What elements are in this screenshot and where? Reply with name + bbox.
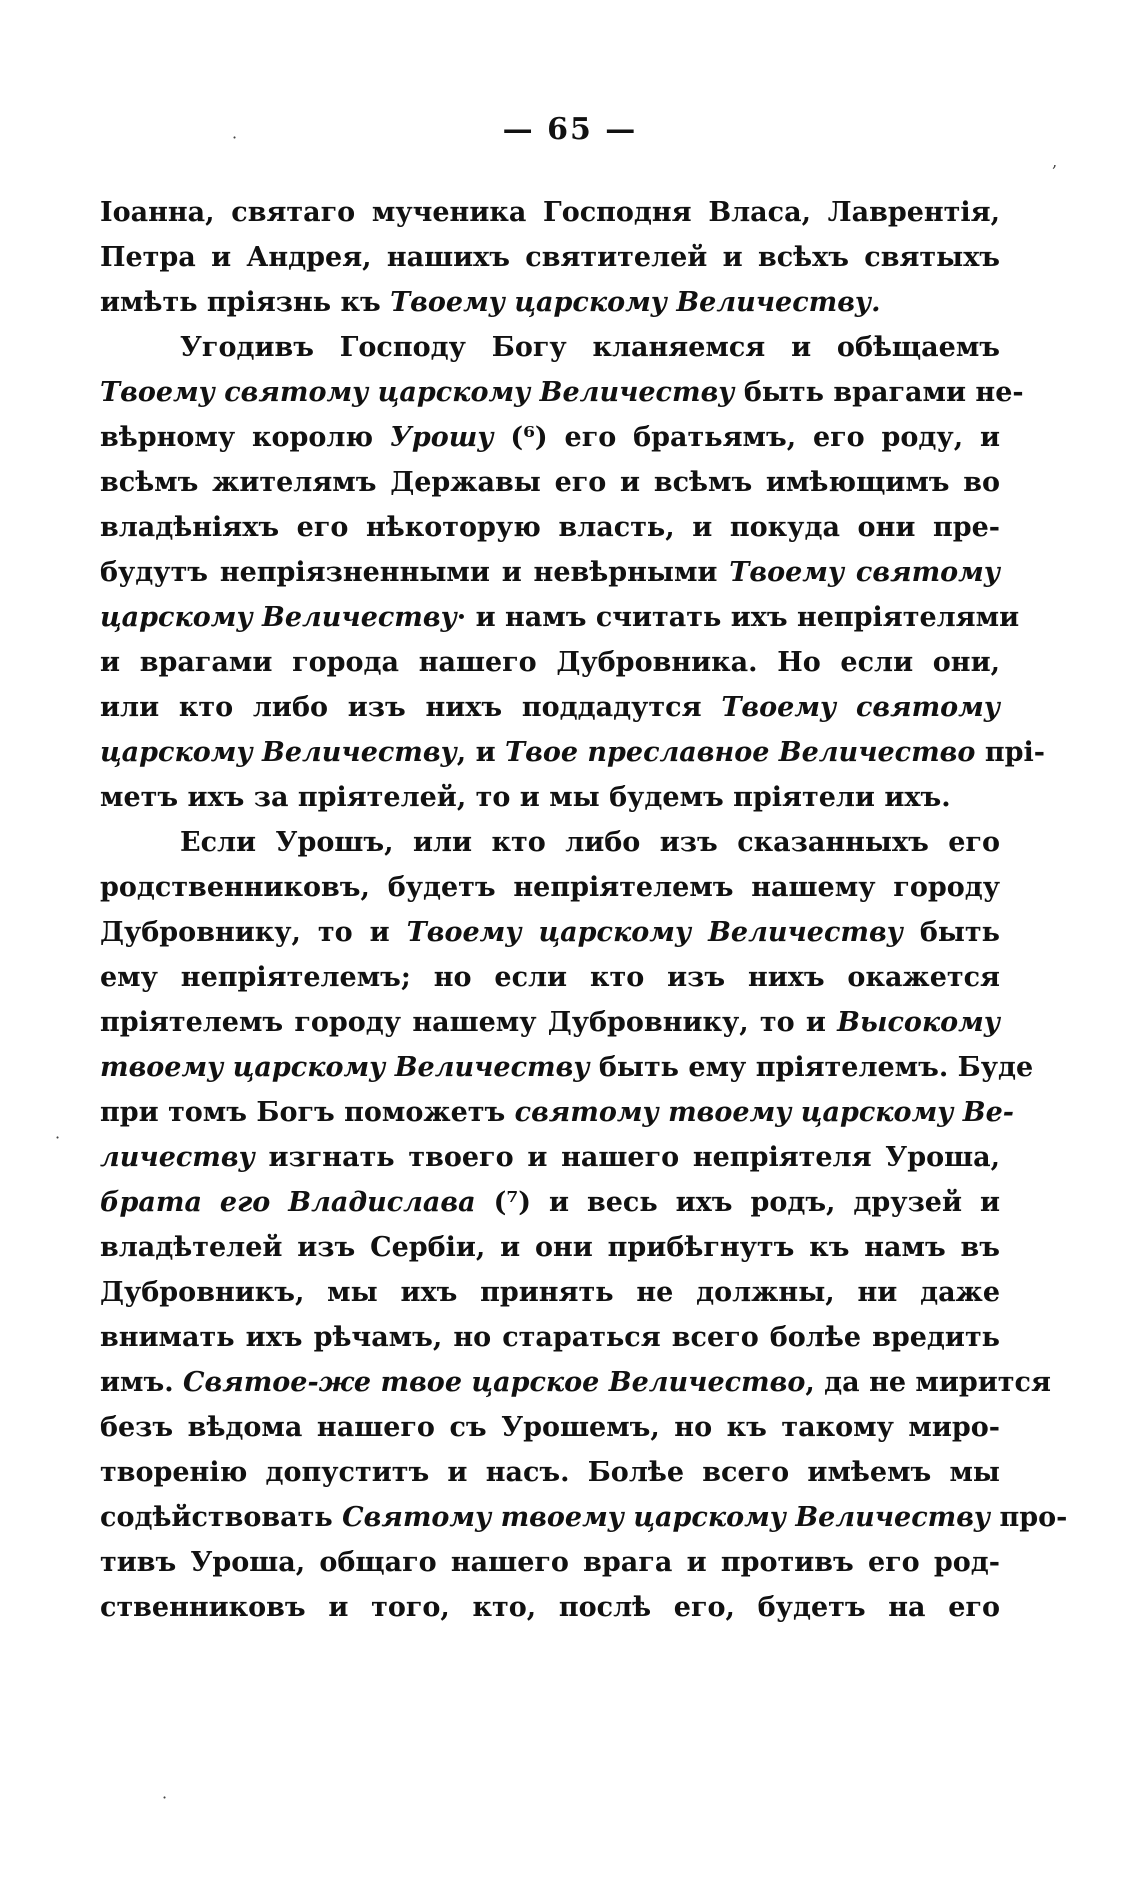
text-line (100, 820, 1000, 865)
text-segment: творенію допуститъ и насъ. Болѣе всего имѣемъ мы (100, 1457, 1000, 1488)
italic-text-segment: твоему царскому Величеству (100, 1052, 590, 1083)
text-segment: родственниковъ, будетъ непріятелемъ нашему городу (100, 872, 1000, 903)
text-segment: вѣрному королю (100, 422, 390, 453)
italic-text-segment: Твоему святому (729, 557, 1000, 588)
text-line (100, 460, 1000, 505)
text-segment: тивъ Уроша, общаго нашего врага и противъ его род- (100, 1547, 1000, 1578)
text-segment: и врагами города нашего Дубровника. Но если они, (100, 647, 1000, 678)
text-line (100, 730, 1045, 775)
text-line (100, 190, 1000, 235)
text-segment: изгнать твоего и нашего непріятеля Уроша, (254, 1142, 1000, 1173)
text-line (100, 910, 1000, 955)
text-segment: имъ. (100, 1367, 183, 1398)
text-line (100, 1225, 1000, 1270)
text-line (100, 865, 1000, 910)
text-segment: безъ вѣдома нашего съ Урошемъ, но къ такому миро- (100, 1412, 1000, 1443)
text-segment: пріятелемъ городу нашему Дубровнику, то и (100, 1007, 838, 1038)
text-segment: (⁷) и весь ихъ родъ, друзей и (475, 1187, 1000, 1218)
stray-dot-top-left: · (232, 128, 238, 147)
text-segment: содѣйствовать (100, 1502, 343, 1533)
italic-text-segment: Урошу (389, 422, 494, 453)
italic-text-segment: личеству (100, 1142, 255, 1173)
text-segment: (⁶) его братьямъ, его роду, и (493, 422, 1000, 453)
text-line (100, 1585, 1000, 1630)
text-line (100, 685, 1000, 730)
text-segment: Дубровникъ, мы ихъ принять не должны, ни даже (100, 1277, 1000, 1308)
italic-text-segment: Святое-же твое царское Величество (183, 1367, 806, 1398)
text-line (100, 955, 1000, 1000)
text-segment: метъ ихъ за пріятелей, то и мы будемъ пріятели ихъ. (100, 782, 951, 813)
italic-text-segment: святому твоему царскому Ве- (514, 1097, 1014, 1128)
text-line (100, 370, 1024, 415)
italic-text-segment: Твоему царскому Величеству (406, 917, 903, 948)
text-line (100, 280, 1000, 325)
text-line (100, 325, 1000, 370)
text-segment: имѣть пріязнь къ (100, 287, 391, 318)
text-segment: ственниковъ и того, кто, послѣ его, будетъ на его (100, 1592, 1000, 1623)
text-segment: про- (990, 1502, 1068, 1533)
text-line (100, 505, 1000, 550)
italic-text-segment: Твоему святому царскому Величеству (100, 377, 735, 408)
italic-text-segment: брата его Владислава (100, 1187, 476, 1218)
text-line (100, 1495, 1068, 1540)
italic-text-segment: Твоему царскому Величеству. (390, 287, 881, 318)
text-line (100, 1360, 1051, 1405)
text-segment: · и намъ считать ихъ непріятелями (456, 602, 1020, 633)
text-segment: , и (456, 737, 505, 768)
text-line (100, 235, 1000, 280)
text-segment: Дубровнику, то и (100, 917, 407, 948)
text-line (100, 640, 1000, 685)
italic-text-segment: Твое преславное Величество (505, 737, 976, 768)
text-segment: быть (902, 917, 1000, 948)
text-line (100, 595, 1020, 640)
text-line (100, 1000, 1000, 1045)
text-segment: владѣніяхъ его нѣкоторую власть, и покуда они пре- (100, 512, 1000, 543)
text-line (100, 415, 1000, 460)
text-segment: владѣтелей изъ Сербіи, и они прибѣгнутъ къ намъ въ (100, 1232, 1000, 1263)
text-line (100, 1270, 1000, 1315)
stray-dot-bottom-left: · (162, 1788, 168, 1807)
stray-dot-left-margin: · (55, 1128, 61, 1147)
text-line (100, 1405, 1000, 1450)
text-segment: прі- (975, 737, 1045, 768)
italic-text-segment: царскому Величеству (100, 602, 457, 633)
text-line (100, 1135, 1000, 1180)
body-text (100, 190, 1068, 1630)
text-line (100, 775, 1000, 820)
text-line (100, 1540, 1000, 1585)
italic-text-segment: Твоему святому (721, 692, 1000, 723)
text-segment: Угодивъ Господу Богу кланяемся и обѣщаемъ (180, 332, 1000, 363)
text-segment: ему непріятелемъ; но если кто изъ нихъ окажется (100, 962, 1000, 993)
text-segment: при томъ Богъ поможетъ (100, 1097, 515, 1128)
text-line (100, 1450, 1000, 1495)
italic-text-segment: царскому Величеству (100, 737, 457, 768)
text-line (100, 1180, 1000, 1225)
text-line (100, 1045, 1034, 1090)
italic-text-segment: Святому твоему царскому Величеству (342, 1502, 991, 1533)
text-line (100, 1090, 1014, 1135)
text-segment: или кто либо изъ нихъ поддадутся (100, 692, 722, 723)
text-segment: быть ему пріятелемъ. Буде (589, 1052, 1034, 1083)
stray-mark-right-margin: ‚ (1052, 152, 1058, 171)
text-segment: будутъ непріязненными и невѣрными (100, 557, 730, 588)
text-segment: внимать ихъ рѣчамъ, но стараться всего болѣе вредить (100, 1322, 1000, 1353)
italic-text-segment: Высокому (837, 1007, 1000, 1038)
text-segment: Петра и Андрея, нашихъ святителей и всѣхъ святыхъ (100, 242, 1000, 273)
text-segment: , да не мирится (805, 1367, 1051, 1398)
page-number: — 65 — (502, 112, 638, 147)
text-segment: Іоанна, святаго мученика Господня Власа, Лаврентія, (100, 197, 1000, 228)
text-segment: быть врагами не- (734, 377, 1024, 408)
text-line (100, 1315, 1000, 1360)
text-segment: Если Урошъ, или кто либо изъ сказанныхъ его (180, 827, 1000, 858)
text-line (100, 550, 1000, 595)
text-segment: всѣмъ жителямъ Державы его и всѣмъ имѣющимъ во (100, 467, 1000, 498)
